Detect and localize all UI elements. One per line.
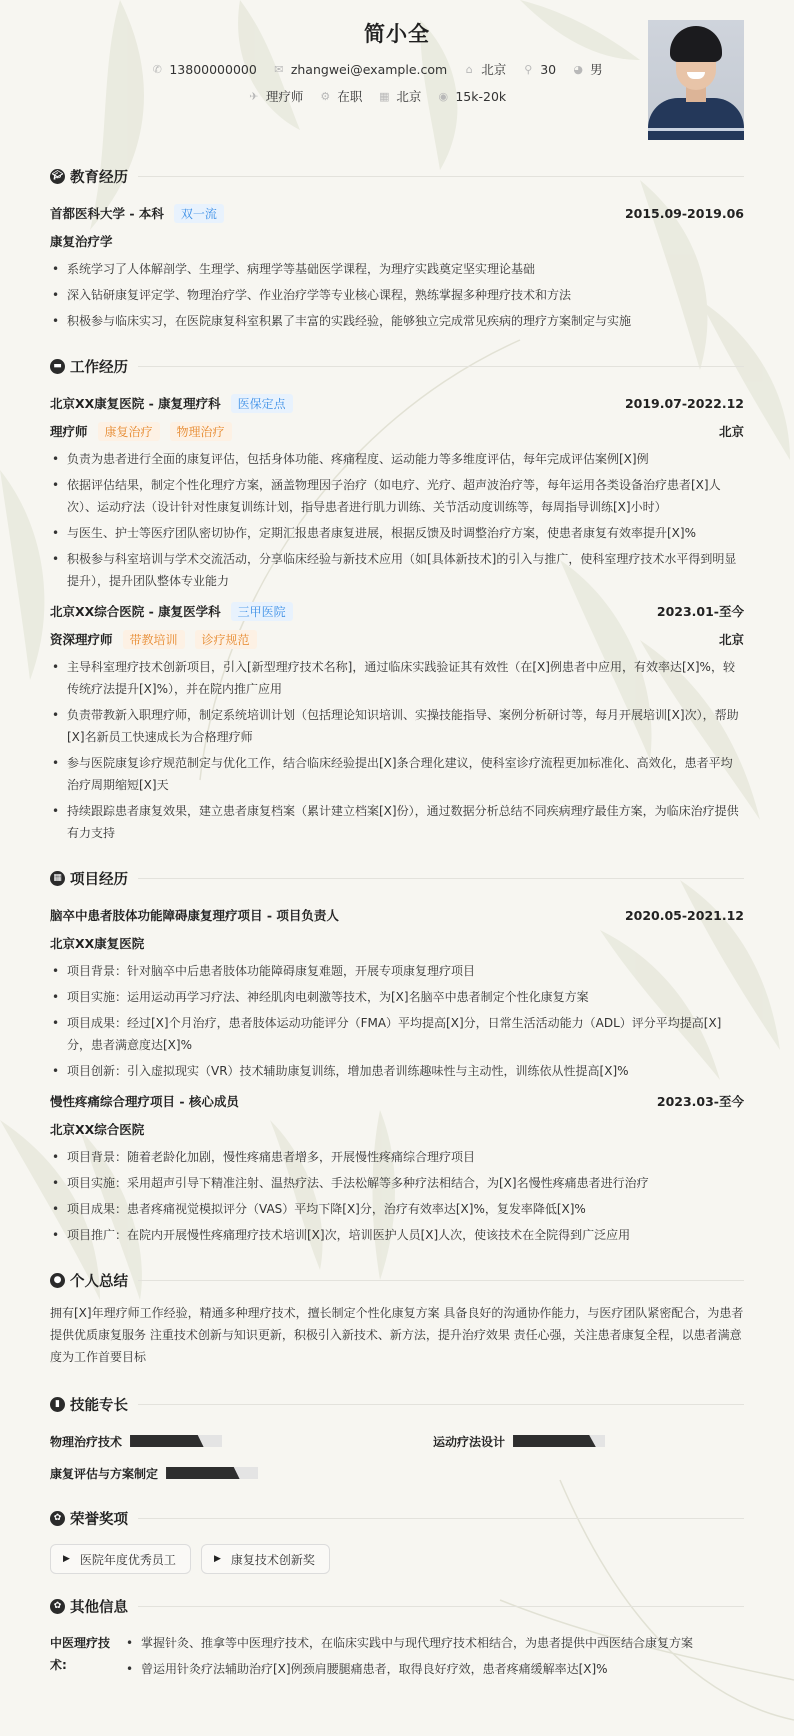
skill-item [50,1462,397,1484]
divider [138,878,744,879]
salary-info [437,87,506,105]
summary-section [50,1268,744,1368]
job-title-text: 理疗师 [265,89,304,104]
user-icon: ● [50,1273,65,1288]
mail-icon: ✉ [274,62,284,76]
section-heading [50,1506,744,1530]
section-title: 工作经历 [70,359,128,376]
section-title: 教育经历 [70,169,128,186]
list-item: • 持续跟踪患者康复效果，建立患者康复档案（累计建立档案[X]份），通过数据分析总结不同疾病理疗最佳方案，为临床治疗提供有力支持 [50,800,744,844]
list-item: • 项目背景：针对脑卒中后患者肢体功能障碍康复难题，开展专项康复理疗项目 [50,960,744,982]
list-item: • 掌握针灸、推拿等中医理疗技术，在临床实践中与现代理疗技术相结合，为患者提供中西医结合康复方案 [124,1632,744,1654]
major-name: 康复治疗学 [50,234,113,249]
award-item [50,1544,191,1574]
skill-level-bar [166,1467,258,1479]
divider [138,1280,744,1281]
work-date: 2023.01-至今 [656,604,744,619]
play-triangle-icon: ▶ [213,1554,221,1564]
company-name: 北京XX康复医院 - 康复理疗科 [50,396,221,411]
list-item: • 项目实施：采用超声引导下精准注射、温热疗法、手法松解等多种疗法相结合，为[X]名慢性疼痛患者进行治疗 [50,1172,744,1194]
project-bullets [50,1146,744,1246]
divider [138,176,744,177]
other-info-bullets [124,1632,744,1684]
bar-chart-icon: ▮ [50,1397,65,1412]
award-name: 医院年度优秀员工 [79,1552,176,1567]
age-text: 30 [540,61,557,77]
role-name: 理疗师 [50,424,88,439]
awards-list [50,1544,744,1574]
building-icon: ▦ [379,89,390,103]
section-heading [50,1594,744,1618]
work-date: 2019.07-2022.12 [624,395,744,411]
list-item: • 负责为患者进行全面的康复评估，包括身体功能、疼痛程度、运动能力等多维度评估，每年完成评估案例[X]例 [50,448,744,470]
other-info-row [50,1632,744,1684]
skill-name: 物理治疗技术 [50,1434,123,1449]
project-org-name: 北京XX综合医院 [50,1122,145,1137]
list-item: • 项目成果：患者疼痛视觉模拟评分（VAS）平均下降[X]分，治疗有效率达[X]%，复发率降低[X]% [50,1198,744,1220]
info-icon: ✿ [50,1599,65,1614]
projects-section [50,866,744,1246]
work-entry-header [50,392,744,414]
project-org-name: 北京XX康复医院 [50,936,145,951]
section-heading [50,1268,744,1292]
list-item: • 积极参与科室培训与学术交流活动，分享临床经验与新技术应用（如[具体新技术]的引入与推广，使科室理疗技术水平得到明显提升），提升团队整体专业能力 [50,548,744,592]
skill-level-bar [130,1435,222,1447]
target-city-text: 北京 [396,89,422,104]
other-info-section [50,1594,744,1684]
briefcase-icon: ▬ [50,359,65,374]
project-bullets [50,960,744,1082]
skill-name: 康复评估与方案制定 [50,1466,159,1481]
section-title: 技能专长 [70,1397,128,1414]
other-info-label: 中医理疗技术: [50,1636,111,1672]
award-icon: ✿ [50,1511,65,1526]
age-icon: ⚲ [524,62,533,76]
role-tag: 诊疗规范 [195,630,257,649]
section-title: 项目经历 [70,871,128,888]
section-title: 个人总结 [70,1273,128,1290]
grid-icon: ▦ [50,871,65,886]
award-name: 康复技术创新奖 [230,1552,315,1567]
project-date: 2020.05-2021.12 [624,907,744,923]
list-item: • 曾运用针灸疗法辅助治疗[X]例颈肩腰腿痛患者，取得良好疗效，患者疼痛缓解率达[X]% [124,1658,744,1680]
project-entry-header [50,1090,744,1112]
list-item: • 与医生、护士等医疗团队密切协作，定期汇报患者康复进展，根据反馈及时调整治疗方案，使患者康复有效率提升[X]% [50,522,744,544]
work-section [50,354,744,844]
play-triangle-icon: ▶ [63,1554,70,1564]
work-role-row [50,420,744,442]
project-date: 2023.03-至今 [656,1094,744,1109]
location-info [463,60,506,78]
status-icon: ⚙ [320,89,331,103]
work-location: 北京 [718,632,744,647]
role-tag: 带教培训 [123,630,185,649]
salary-icon: ◉ [438,89,449,103]
candidate-name: 简小全 [364,22,430,46]
graduation-cap-icon: 🎓︎ [50,169,65,184]
gender-text: 男 [590,62,603,77]
list-item: • 依据评估结果，制定个性化理疗方案，涵盖物理因子治疗（如电疗、光疗、超声波治疗等，每年运用各类设备治疗患者[X]人次）、运动疗法（设计针对性康复训练计划，指导患者进行肌力训练、关节活动度训练等，每周指导训练[X]小时） [50,474,744,518]
project-org [50,932,744,954]
location-text: 北京 [481,62,507,77]
role-tag: 物理治疗 [170,422,232,441]
target-city-info [378,87,421,105]
work-entry-header [50,600,744,622]
work-location: 北京 [718,424,744,439]
contact-info-row [50,60,744,78]
school-name: 首都医科大学 - 本科 [50,206,164,221]
phone-icon: ✆ [152,62,162,76]
summary-text: 拥有[X]年理疗师工作经验，精通多种理疗技术，擅长制定个性化康复方案 具备良好的沟通协作能力，与医疗团队紧密配合，为患者提供优质康复服务 注重技术创新与知识更新，积极引入新技术、新方法，提升治疗效果 责任心强，关注患者康复全程，以患者满意度为工作首要目标 [50,1306,744,1364]
list-item: • 负责带教新入职理疗师，制定系统培训计划（包括理论知识培训、实操技能指导、案例分析研讨等，每月开展培训[X]次），帮助[X]名新员工快速成长为合格理疗师 [50,704,744,748]
list-item: • 深入钻研康复评定学、物理治疗学、作业治疗学等专业核心课程，熟练掌握多种理疗技术和方法 [50,284,744,306]
email-address: zhangwei@example.com [290,61,448,77]
job-title-info [248,87,304,105]
list-item: • 项目成果：经过[X]个月治疗，患者肢体运动功能评分（FMA）平均提高[X]分，日常生活活动能力（ADL）评分平均提高[X]分，患者满意度达[X]% [50,1012,744,1056]
divider [138,1606,744,1607]
section-heading [50,1392,744,1416]
company-tag: 医保定点 [231,394,293,413]
company-name: 北京XX综合医院 - 康复医学科 [50,604,221,619]
list-item: • 项目实施：运用运动再学习疗法、神经肌肉电刺激等技术，为[X]名脑卒中患者制定个性化康复方案 [50,986,744,1008]
company-tag: 三甲医院 [231,602,293,621]
section-heading [50,354,744,378]
phone-info [151,60,256,78]
job-status-info [319,87,362,105]
list-item: • 参与医院康复诊疗规范制定与优化工作，结合临床经验提出[X]条合理化建议，使科室诊疗流程更加标准化、高效化，患者平均治疗周期缩短[X]天 [50,752,744,796]
skills-section [50,1392,744,1484]
project-name: 慢性疼痛综合理疗项目 - 核心成员 [50,1094,239,1109]
gender-info [572,60,603,78]
skill-item [50,1430,397,1452]
list-item: • 项目背景：随着老龄化加剧，慢性疼痛患者增多，开展慢性疼痛综合理疗项目 [50,1146,744,1168]
section-heading [50,164,744,188]
major [50,230,744,252]
section-title: 荣誉奖项 [70,1511,128,1528]
section-heading [50,866,744,890]
list-item: • 项目推广：在院内开展慢性疼痛理疗技术培训[X]次，培训医护人员[X]人次，使该技术在全院得到广泛应用 [50,1224,744,1246]
salary-text: 15k-20k [455,88,507,104]
project-entry-header [50,904,744,926]
role-name: 资深理疗师 [50,632,113,647]
phone-number: 13800000000 [169,61,257,77]
award-item [201,1544,330,1574]
work-bullets [50,448,744,592]
work-bullets [50,656,744,844]
home-icon: ⌂ [465,62,473,76]
resume-header [50,0,744,150]
skill-level-bar [513,1435,605,1447]
gender-icon: ◕ [573,62,583,76]
job-status-text: 在职 [337,89,363,104]
divider [138,1404,744,1405]
education-bullets [50,258,744,332]
list-item: • 系统学习了人体解剖学、生理学、病理学等基础医学课程，为理疗实践奠定坚实理论基础 [50,258,744,280]
education-section [50,164,744,332]
skills-grid [50,1430,744,1484]
school-tag: 双一流 [174,204,224,223]
awards-section [50,1506,744,1574]
project-org [50,1118,744,1140]
education-entry-header [50,202,744,224]
skill-name: 运动疗法设计 [433,1434,506,1449]
divider [138,1518,744,1519]
section-title: 其他信息 [70,1599,128,1616]
role-tag: 康复治疗 [98,422,160,441]
skill-item [397,1430,744,1452]
list-item: • 积极参与临床实习，在医院康复科室积累了丰富的实践经验，能够独立完成常见疾病的理疗方案制定与实施 [50,310,744,332]
job-icon: ✈ [249,89,259,103]
profile-photo [648,20,744,140]
project-name: 脑卒中患者肢体功能障碍康复理疗项目 - 项目负责人 [50,908,339,923]
list-item: • 项目创新：引入虚拟现实（VR）技术辅助康复训练，增加患者训练趣味性与主动性，训练依从性提高[X]% [50,1060,744,1082]
education-date: 2015.09-2019.06 [624,205,744,221]
work-role-row [50,628,744,650]
job-info-row [50,87,744,105]
age-info [522,60,556,78]
list-item: • 主导科室理疗技术创新项目，引入[新型理疗技术名称]，通过临床实践验证其有效性（在[X]例患者中应用，有效率达[X]%，较传统疗法提升[X]%），并在院内推广应用 [50,656,744,700]
divider [138,366,744,367]
email-info [273,60,447,78]
